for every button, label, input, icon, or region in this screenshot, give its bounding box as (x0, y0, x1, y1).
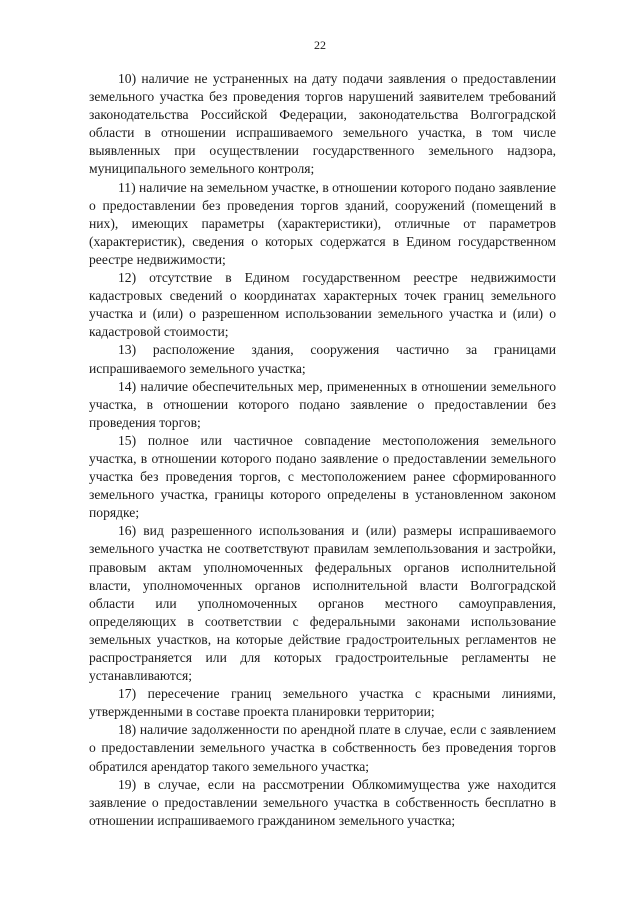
paragraph-item-14: 14) наличие обеспечительных мер, примененных в отношении земельного участка, в отношении которого подано заявление о предоставлении без проведения торгов; (89, 378, 556, 430)
paragraph-item-15: 15) полное или частичное совпадение местоположения земельного участка, в отношении которого подано заявление о предоставлении земельного участка без проведения торгов, с местоположением ранее сформированного земельного участка, границы которого определены в установленном законом порядке; (89, 432, 556, 521)
paragraph-item-12: 12) отсутствие в Едином государственном реестре недвижимости кадастровых сведений о координатах характерных точек границ земельного участка и (или) о разрешенном использовании земельного участка и (или) о кадастровой стоимости; (89, 270, 556, 340)
paragraph-item-18: 18) наличие задолженности по арендной плате в случае, если с заявлением о предоставлении земельного участка в собственность без проведения торгов обратился арендатор такого земельного участка; (89, 722, 556, 774)
paragraph-item-11: 11) наличие на земельном участке, в отношении которого подано заявление о предоставлении без проведения торгов зданий, сооружений (помещений в них), имеющих параметры (характеристики), отличные от параметров (характеристик), сведения о которых содержатся в Едином государственном реестре недвижимости; (89, 179, 557, 267)
page-number: 22 (314, 38, 326, 52)
paragraph-item-19: 19) в случае, если на рассмотрении Облкомимущества уже находится заявление о предоставлении земельного участка в собственность бесплатно в отношении испрашиваемого гражданином земельного участка; (89, 776, 556, 828)
paragraph-item-10: 10) наличие не устраненных на дату подачи заявления о предоставлении земельного участка без проведения торгов нарушений заявителем требований законодательства Российской Федерации, законодательства Волгоградской области в отношении испрашиваемого земельного участка, в том числе выявленных при осуществлении государственного земельного надзора, муниципального земельного контроля; (89, 71, 556, 177)
paragraph-item-13: 13) расположение здания, сооружения частично за границами испрашиваемого земельного участка; (89, 342, 556, 376)
paragraph-item-16: 16) вид разрешенного использования и (или) размеры испрашиваемого земельного участка не соответствуют правилам землепользования и застройки, правовым актам уполномоченных федеральных органов исполнительной власти, уполномоченных органов исполнительной власти Волгоградской области или уполномоченных органов местного самоуправления, определяющих в соответствии с федеральными законами использование земельных участков, на которые действие градостроительных регламентов не распространяется или для которых градостроительные регламенты не устанавливаются; (89, 523, 556, 684)
paragraph-item-17: 17) пересечение границ земельного участка с красными линиями, утвержденными в составе проекта планировки территории; (89, 686, 556, 720)
document-body (89, 70, 556, 830)
